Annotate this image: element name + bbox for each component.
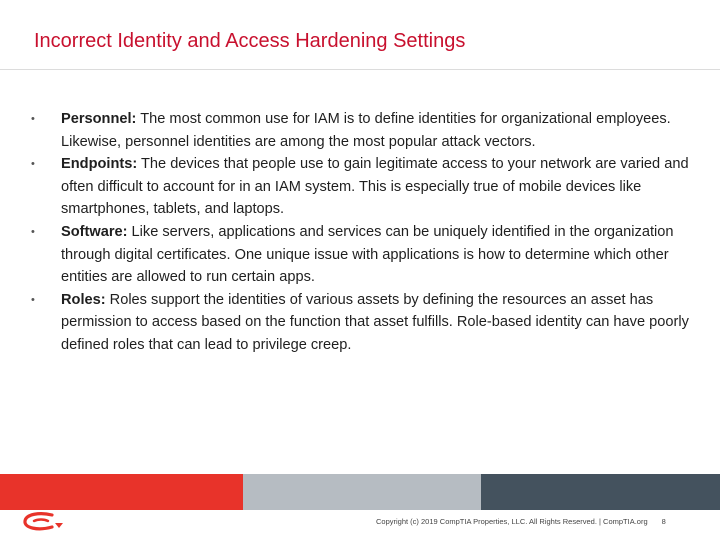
page-number: 8: [661, 517, 666, 526]
bullet-text: Like servers, applications and services can be uniquely identified in the organization through digital certificates. One unique issue with applications is how to determine which other entities are allowed to run certain apps.: [61, 223, 674, 286]
bullet-item-software: [29, 221, 689, 289]
footer-band-red: [0, 474, 243, 510]
bullet-item-roles: [29, 289, 689, 357]
bullet-text: The devices that people use to gain legitimate access to your network are varied and often difficult to account for in an IAM system. This is especially true of mobile devices like smartphones, tablets, and laptops.: [61, 156, 689, 218]
title-divider: [0, 69, 720, 70]
bullet-item-endpoints: [29, 153, 689, 221]
comptia-logo-icon: [22, 511, 76, 533]
bullet-text: The most common use for IAM is to define identities for organizational employees. Likewise, personnel identities are among the most popular attack vectors.: [61, 111, 671, 150]
footer-band-light: [243, 474, 481, 510]
footer-band-dark: [481, 474, 720, 510]
bullet-label: Personnel:: [61, 111, 137, 127]
copyright-text: Copyright (c) 2019 CompTIA Properties, LLC. All Rights Reserved. | CompTIA.org: [376, 517, 648, 526]
bullet-label: Endpoints:: [61, 156, 138, 173]
bullet-text: Roles support the identities of various assets by defining the resources an asset has permission to access based on the function that asset fulfills. Role-based identity can have poorly defined roles that can lead to privilege creep.: [61, 291, 689, 353]
bullet-item-personnel: [29, 108, 689, 153]
footer: [376, 517, 666, 526]
slide-title: Incorrect Identity and Access Hardening Settings: [34, 30, 466, 52]
bullet-label: Roles:: [61, 291, 106, 308]
bullet-dot-icon: •: [31, 158, 35, 171]
bullet-label: Software:: [61, 223, 128, 240]
bullet-list: [29, 108, 689, 357]
bullet-dot-icon: •: [31, 225, 35, 238]
bullet-dot-icon: •: [31, 293, 35, 306]
bullet-dot-icon: •: [31, 113, 35, 125]
